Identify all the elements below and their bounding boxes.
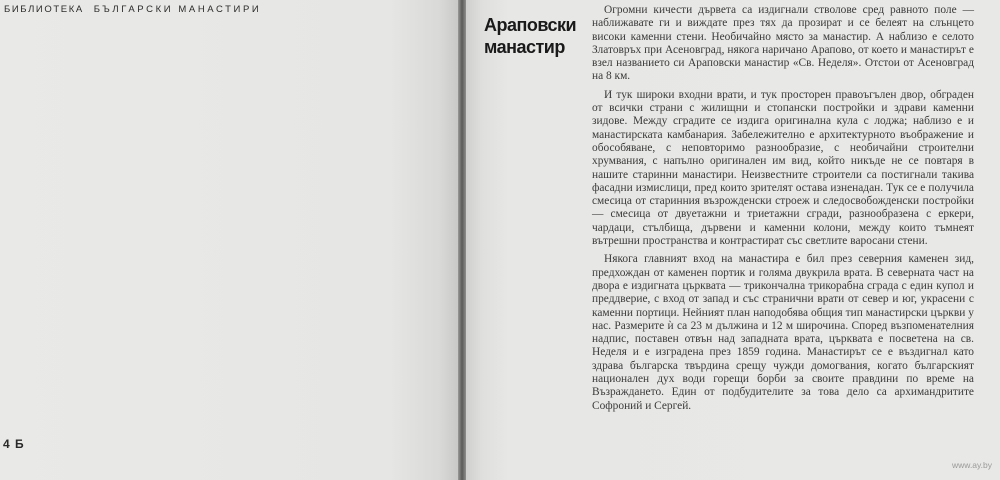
watermark: www.ay.by [952,460,992,470]
paragraph-1: Огромни кичести дървета са издигнали стволове сред равното поле — наближавате ги и виждате през тях да прозират и се белеят на слънцето високи каменни стени. Необичайно място за манастир. А наблизо е селото Златовръх при Асеновград, някога наричано Арапово, от което и манастирът е взел названието си Араповски манастир «Св. Неделя». Отстои от Асеновград на 8 км. [592,4,974,83]
running-head-series: БИБЛИОТЕКА [4,4,84,15]
paragraph-2: И тук широки входни врати, и тук просторен правоъгълен двор, обграден от всички страни с жилищни и стопански постройки и здрави каменни зидове. Между сградите се издига оригинална кула с лоджа; наблизо е и манастирската камбанария. Забележително е архитектурното въображение и обособяване, с неповторимо разнообразие, с необичайни строителни хрумвания, с напълно оригинален им вид, който никъде не се повтаря в нашите старинни манастири. Неизвестните строители са постигнали такива фасадни измислици, пред които зрителят остава изненадан. Тук се е получила смесица от старинния възрожденски строеж и следосвобожденски постройки — смесица от двуетажни и триетажни сгради, разнообразена с еркери, чардаци, стълбища, дървени и каменни колони, между които тъмнеят вътрешни пространства и контрастират със светлите варосани стени. [592,88,974,248]
book-gutter [458,0,466,480]
left-page [0,0,458,480]
chapter-title-line-1: Араповски [484,15,577,35]
chapter-title [484,14,584,58]
body-text [592,4,974,418]
running-head-title: БЪЛГАРСКИ МАНАСТИРИ [93,4,262,15]
paragraph-3: Някога главният вход на манастира е бил през северния каменен зид, предхождан от каменен портик и голяма двукрила врата. В северната част на двора е издигната църквата — трикончална трикорабна сграда с един купол и преддверие, с вход от запад и със странични врати от север и юг, украсени с каменни портици. Нейният план наподобява общия тип манастирски църкви у нас. Размерите ѝ са 23 м дължина и 12 м широчина. Според възпоменателния надпис, поставен отвън над западната врата, църквата е посветена на св. Неделя и е изградена през 1859 година. Манастирът се е въздигнал като здрава българска твърдина срещу чужди домогвания, когато българският национален дух води горещи борби за своите правдини по време на Възраждането. Един от подбудителите за това дело са архимандритите Софроний и Сергей. [592,253,974,412]
running-head [4,4,261,15]
page-mark: 4 Б [3,437,25,451]
chapter-title-line-2: манастир [484,37,565,57]
